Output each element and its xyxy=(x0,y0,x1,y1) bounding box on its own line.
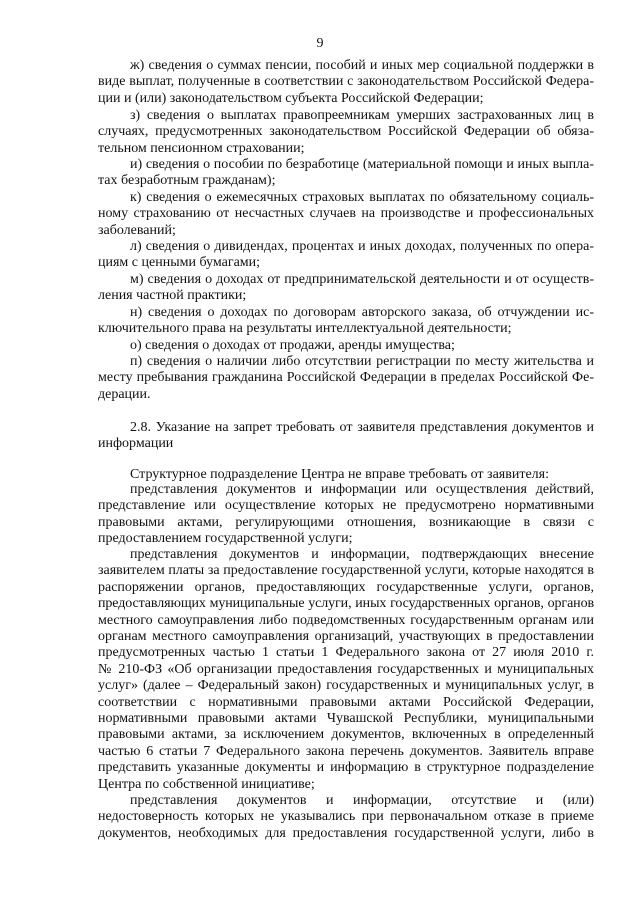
page-number: 9 xyxy=(316,36,324,51)
paragraph-pension-benefits: ж) сведения о суммах пенсии, пособий и иных мер социальной поддержки в виде выплат, полученные в соответствии с законодательством Российской Федера- ции и (или) законодательством субъекта Российской Федерации; xyxy=(98,58,594,106)
paragraph-business-income: м) сведения о доходах от предпринимательской деятельности и от осуществ- ления частной практики; xyxy=(98,272,594,304)
section-heading-2-8: 2.8. Указание на запрет требовать от заявителя представления документов и информации xyxy=(98,420,594,452)
paragraph-payment-documents: представления документов и информации, подтверждающих внесение заявителем платы за предоставление государственной услуги, которые находятся в распоряжении органов, предоставляющих государственные услуги, органов, предоставляющих муниципальные услуги, иных государственных органов, органов местного самоуправления либо подведомственных государственным органам или органам местного самоуправления организаций, участвующих в предоставлении предусмотренных частью 1 статьи 1 Федерального закона от 27 июля 2010 г. № 210-ФЗ «Об организации предоставления государственных и муниципальных услуг» (далее – Федеральный закон) государственных и муниципальных услуг, в соответствии с нормативными правовыми актами Российской Федерации, нормативными правовыми актами Чувашской Республики, муниципальными правовыми актами, за исключением документов, включенных в определенный частью 6 статьи 7 Федерального закона перечень документов. Заявитель вправе представить указанные документы и информацию в структурное подразделение Центра по собственной инициативе; xyxy=(98,547,594,792)
paragraph-copyright-income: н) сведения о доходах по договорам авторского заказа, об отчуждении ис- ключительного права на результаты интеллектуальной деятельности; xyxy=(98,305,594,337)
paragraph-registration: п) сведения о наличии либо отсутствии регистрации по месту жительства и месту пребывания гражданина Российской Федерации в пределах Российской Фе- дерации. xyxy=(98,354,594,402)
paragraph-sale-rent-income: о) сведения о доходах от продажи, аренды имущества; xyxy=(130,338,455,353)
paragraph-successor-payments: з) сведения о выплатах правопреемникам умерших застрахованных лиц в случаях, предусмотренных законодательством Российской Федерации об обяза- тельном пенсионном страховании; xyxy=(98,108,594,156)
paragraph-dividends: л) сведения о дивидендах, процентах и иных доходах, полученных по опера- циям с ценными бумагами; xyxy=(98,239,594,271)
paragraph-insurance-payments: к) сведения о ежемесячных страховых выплатах по обязательному социаль- ному страхованию от несчастных случаев на производстве и профессиональных заболеваний; xyxy=(98,190,594,238)
paragraph-intro: Структурное подразделение Центра не вправе требовать от заявителя: xyxy=(130,467,549,482)
paragraph-documents-not-required: представления документов и информации или осуществления действий, представление или осуществление которых не предусмотрено нормативными правовыми актами, регулирующими отношения, возникающие в связи с предоставлением государственной услуги; xyxy=(98,482,594,547)
paragraph-missing-documents: представления документов и информации, отсутствие и (или) недостоверность которых не указывались при первоначальном отказе в приеме документов, необходимых для предоставления государственной услуги, либо в xyxy=(98,793,594,841)
paragraph-unemployment-benefit: и) сведения о пособии по безработице (материальной помощи и иных выпла- тах безработным гражданам); xyxy=(98,157,594,189)
